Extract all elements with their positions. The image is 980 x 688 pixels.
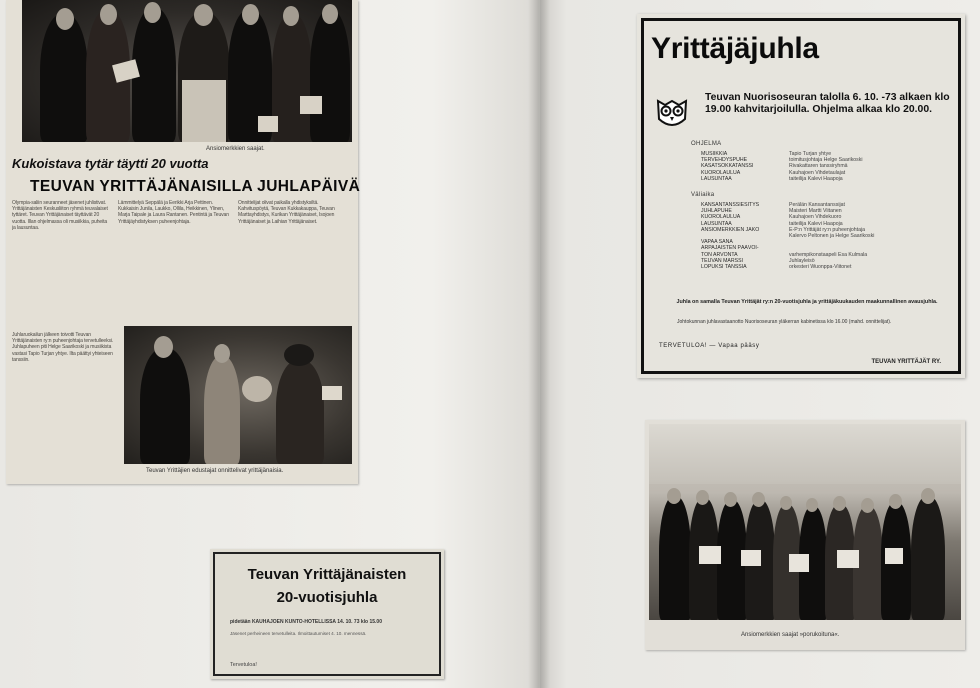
big-ad-program-part-1 <box>701 151 951 182</box>
program-item: VAPAA SANA <box>701 239 733 246</box>
program-item: LAUSUNTAA <box>701 175 732 182</box>
big-ad-note: Juhla on samalla Teuvan Yrittäjät ry:n 20-vuotisjuhla ja yrittäjäkuukauden maakunnallinen avausjuhla. <box>676 299 938 305</box>
program-performer: Tapio Turjan yhtye <box>789 151 832 157</box>
group-photo-caption: Ansiomerkkien saajat »porukoituna«. <box>741 632 840 638</box>
small-ad-clipping <box>210 549 444 679</box>
big-ad-section-intermission: Väliaika <box>691 192 715 198</box>
article-body-column-3: Onnittelijat olivat paikalla yhdistyksiltä. Kahvituspöytä, Teuvan Kukkakauppa, Teuvan Marttayhdistys, Kurikan Yrittäjänaiset, Isojoen Yrittäjänaiset ja Laihian Yrittäjänaiset. <box>238 200 335 225</box>
program-performer: Perälän Kansantanssijat <box>789 202 845 208</box>
article-top-photo-caption: Ansiomerkkien saajat. <box>206 146 265 152</box>
big-ad-welcome: TERVETULOA! — Vapaa pääsy <box>659 343 760 349</box>
group-photo-clipping <box>645 420 965 650</box>
program-performer: Rivakattaren tanssiryhmä <box>789 163 848 170</box>
program-performer: Maisteri Martti Viitanen <box>789 208 842 215</box>
program-performer: varhempikonstaapeli Esa Kulmala <box>789 251 868 258</box>
small-ad-small-text: Jäsenet perheineen tervetulleita. Ilmoittautumiset 4. 10. mennessä. <box>230 631 367 636</box>
program-item: ANSIOMERKKIEN JAKO <box>701 226 760 233</box>
program-performer: Kauhajoen Vihdetaulajat <box>789 169 846 176</box>
program-performer: Juhlayleisö <box>789 257 815 264</box>
program-performer: taiteilija Kalevi Haapoja <box>789 220 843 227</box>
article-body-column-1: Olympia-saliin seuranneet jäsenet juhlistivat. Yrittäjänaisten Keskusliiton ryhmä teuvalaiset tyttäret. Teuvan Yrittäjänaiset täyttävät 20 vuotta. Illan ohjelmassa oli musiikkia, puheita ja lausuntaa. <box>12 200 108 231</box>
program-item: LOPUKSI TANSSIA <box>701 263 747 270</box>
program-item: JUHLAPUHE <box>701 208 732 215</box>
article-body-column-left: Juhlaruokailun jälkeen toivotti Teuvan Yrittäjänaisten ry:n puheenjohtaja tervetulleeksi. Juhlapuheen piti Helge Saarikoski ja musiikista vastasi Tapio Turjan yhtye. Ilta päättyi yhteiseen tanssiin. <box>12 332 114 363</box>
program-item: TEUVAN MARSSI <box>701 257 743 264</box>
program-performer: E-P:n Yrittäjät ry:n puheenjohtaja <box>789 226 866 233</box>
small-ad-heading-2: 20-vuotisjuhla <box>276 589 378 606</box>
article-subheadline: Kukoistava tytär täytti 20 vuotta <box>12 156 209 171</box>
program-performer: toimitusjohtaja Helge Saarikoski <box>789 157 863 164</box>
program-item: KANSANTANSSIESITYS <box>701 202 760 208</box>
album-gutter <box>528 0 550 688</box>
program-item: KUOROLAULUA <box>701 214 741 221</box>
big-ad-organizer: TEUVAN YRITTÄJÄT RY. <box>871 359 941 365</box>
big-ad-clipping <box>637 14 965 378</box>
program-performer: orkesteri Wuonppa-Viitonet <box>789 263 852 270</box>
article-clipping <box>6 0 361 484</box>
article-bottom-photo-caption: Teuvan Yrittäjien edustajat onnittelivat yrittäjänaisia. <box>146 468 284 474</box>
small-ad-heading-1: Teuvan Yrittäjänaisten <box>247 566 407 583</box>
program-item: KASATSOKKATANSSI <box>701 163 754 170</box>
program-item: LAUSUNTAA <box>701 220 732 227</box>
article-body-column-2: Lämmittelyä Seppälä ja Eerikki Arja Pettinen. Kukkaisin Junila, Laukko, Ollila, Heikkinen, Ylinen, Marja Taipale ja Laura Rantanen. Pentintä ja Teuvan Yrittäjäyhdistyksen puheenjohtaja. <box>118 200 229 225</box>
big-ad-title: Yrittäjäjuhla <box>651 32 819 65</box>
program-performer: Kalervo Peltonen ja Helge Saarikoski <box>789 232 875 239</box>
article-top-photo <box>22 0 352 142</box>
program-item: MUSIIKKIA <box>701 151 728 157</box>
program-performer: Kauhajoen Vihdekuoro <box>789 214 842 221</box>
program-item: TERVEHDYSPUHE <box>701 157 748 164</box>
program-row <box>701 264 951 270</box>
small-ad-detail: pidetään KAUHAJOEN KUNTO-HOTELLISSA 14. 10. 73 klo 15.00 <box>230 619 382 625</box>
program-performer: taiteilija Kalevi Haapoja <box>789 175 843 182</box>
program-item: KUOROLAULUA <box>701 169 741 176</box>
program-item: TON ARVONTA <box>701 251 738 258</box>
article-bottom-photo <box>124 326 352 464</box>
article-headline: TEUVAN YRITTÄJÄNAISILLA JUHLAPÄIVÄ <box>30 178 361 195</box>
big-ad-intro: Teuvan Nuorisoseuran talolla 6. 10. -73 alkaen klo 19.00 kahvitarjoilulla. Ohjelma alkaa klo 20.00. <box>705 92 950 115</box>
big-ad-reception-note: Johtokunnan juhlavastaanotto Nuorisoseuran yläkerran kabinetissa klo 16.00 (mahd. onnittelijat). <box>677 319 892 325</box>
big-ad-section-program: OHJELMA <box>691 141 722 147</box>
big-ad-program-part-2 <box>701 202 951 270</box>
small-ad-welcome: Tervetuloa! <box>230 662 257 668</box>
owl-logo-icon <box>655 95 689 129</box>
group-photo <box>649 424 961 620</box>
program-item: ARPAJAISTEN PÄÄVOI- <box>701 245 759 252</box>
program-row <box>701 176 951 182</box>
